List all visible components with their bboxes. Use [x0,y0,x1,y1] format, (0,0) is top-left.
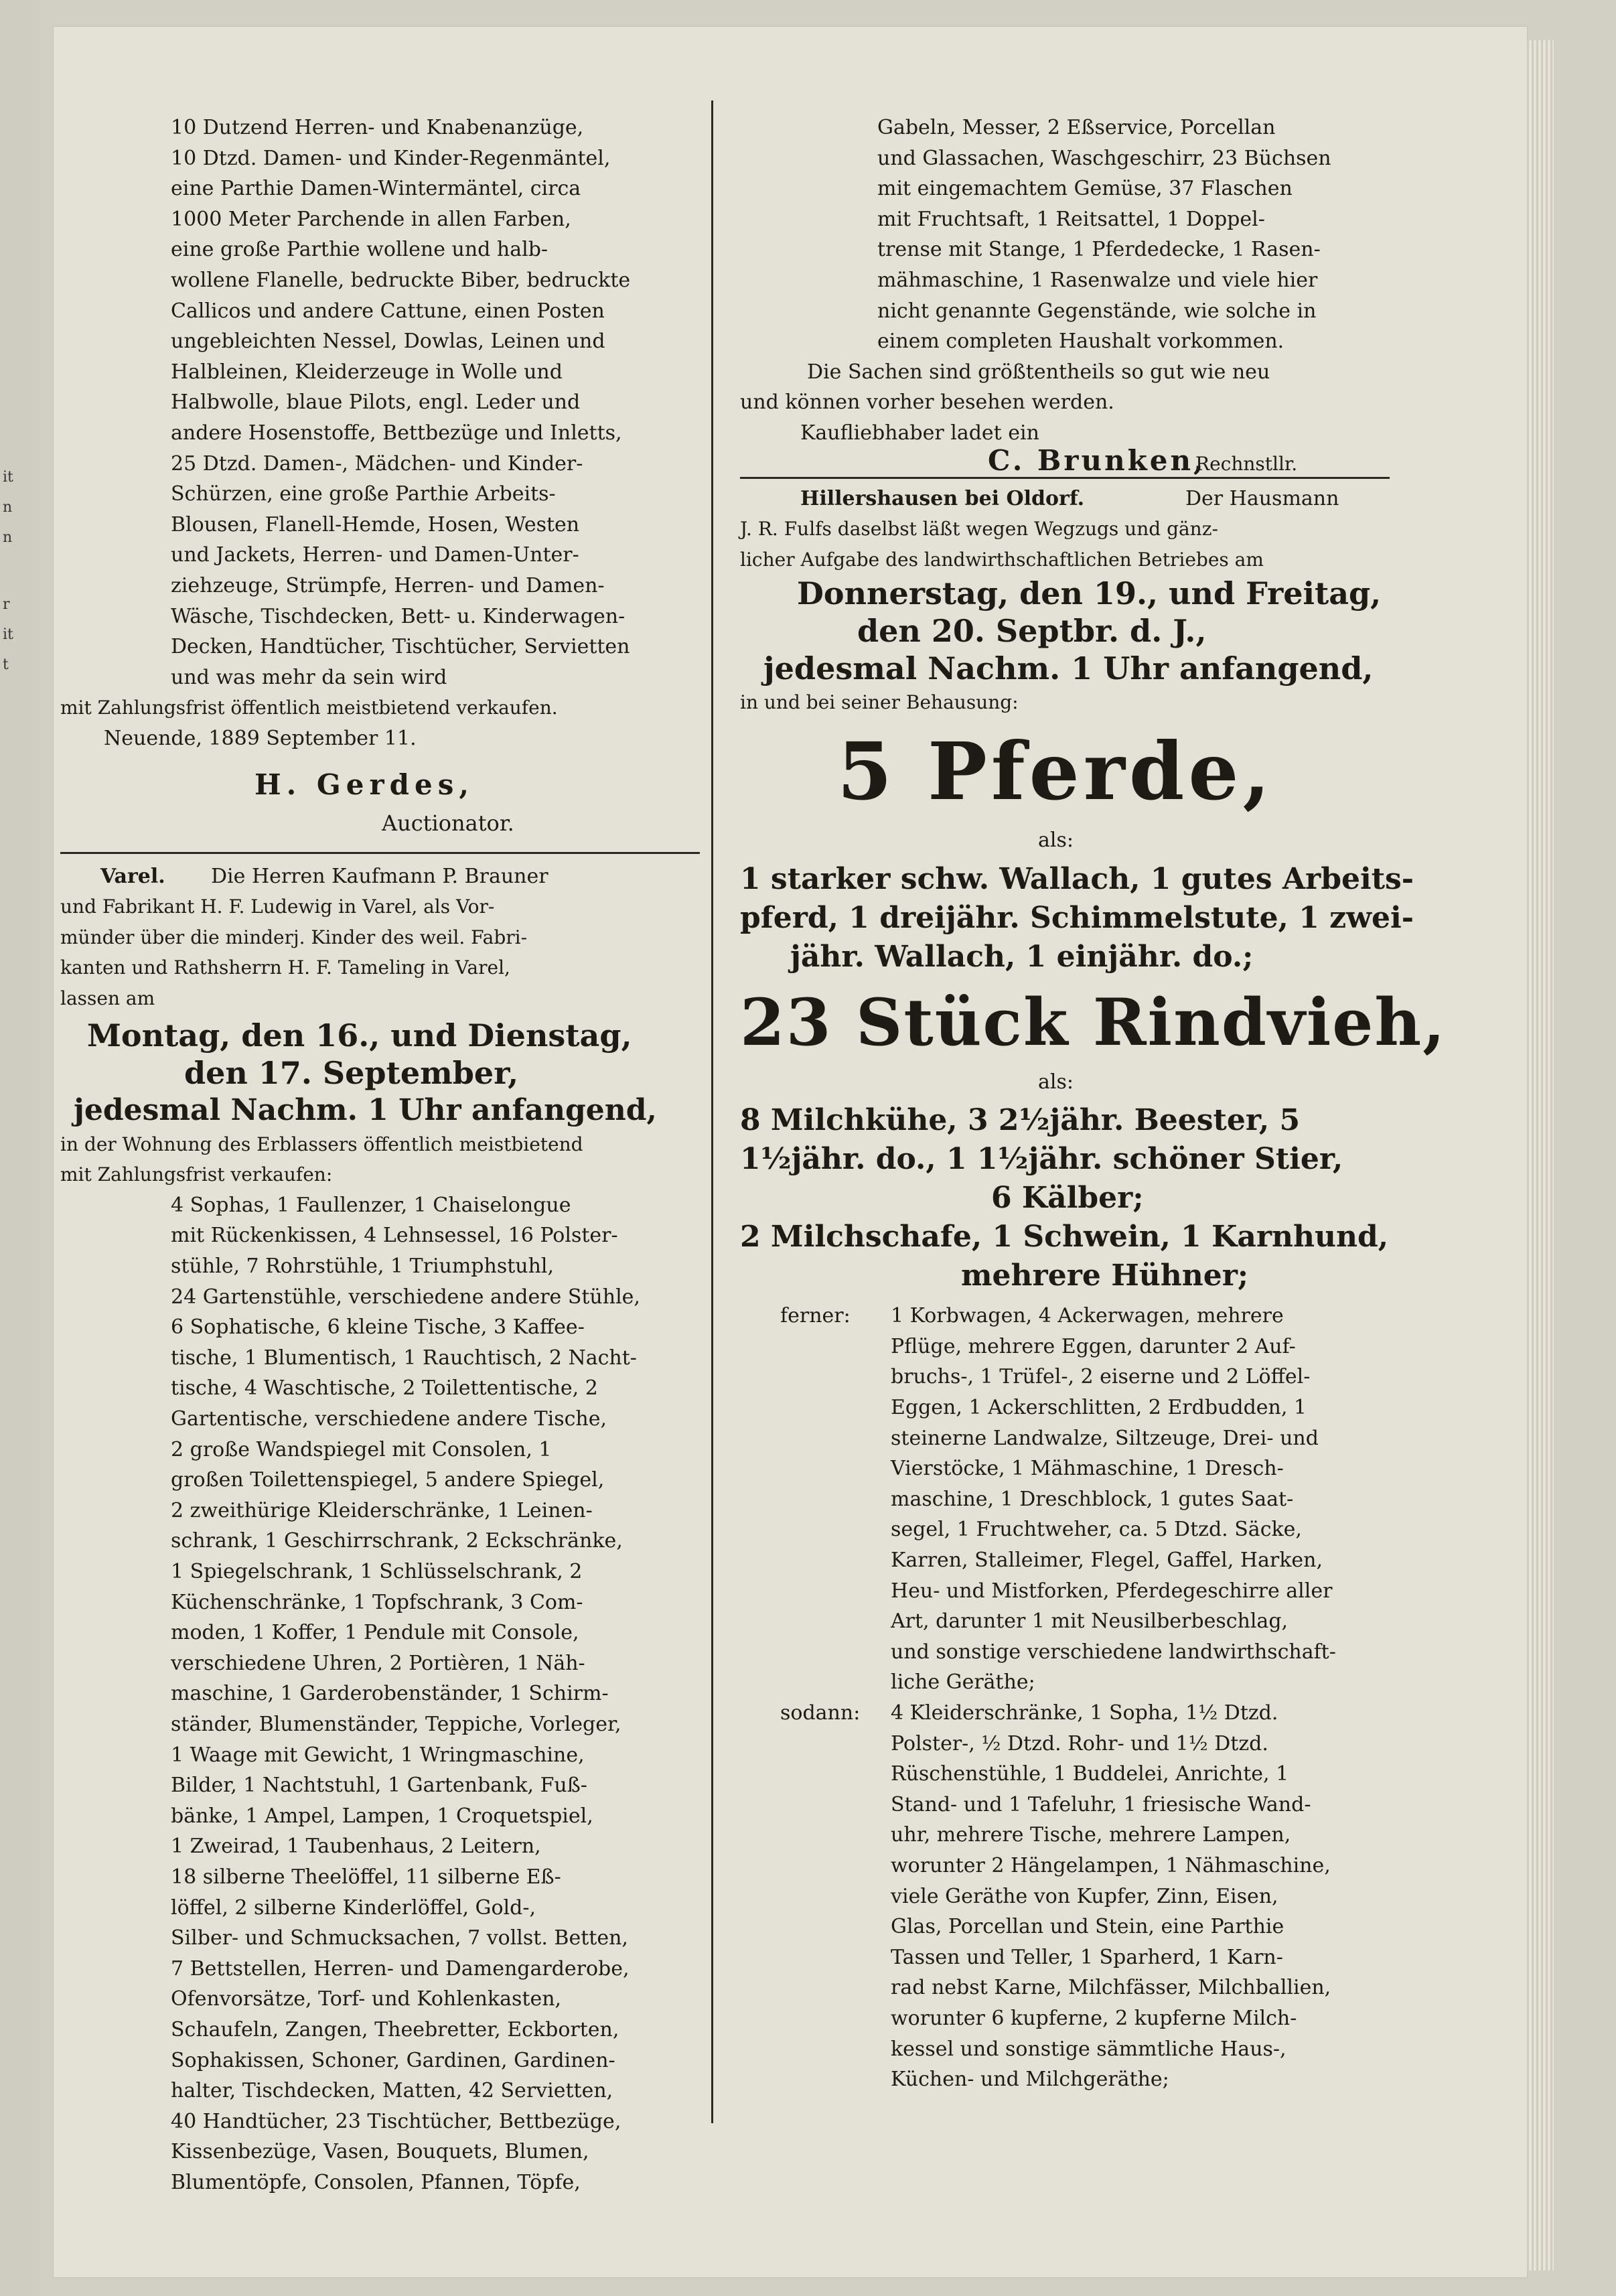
text-line: worunter 2 Hängelampen, 1 Nähmaschine, [891,1854,1331,1877]
text-line: münder über die minderj. Kinder des weil. Fabri- [60,926,528,948]
margin-fragment: n [3,499,13,516]
text-line: J. R. Fulfs daselbst läßt wegen Wegzugs und gänz- [740,518,1218,541]
text-line: lassen am [60,987,155,1009]
text-line: Gabeln, Messer, 2 Eßservice, Porcellan [877,116,1276,139]
text-line: bänke, 1 Ampel, Lampen, 1 Croquetspiel, [171,1804,593,1828]
margin-fragment: r [3,596,10,613]
text-line: 24 Gartenstühle, verschiedene andere Stühle, [171,1285,640,1309]
text-line: Glas, Porcellan und Stein, eine Parthie [891,1915,1284,1939]
text-line: Ofenvorsätze, Torf- und Kohlenkasten, [171,1987,562,2011]
text-line: segel, 1 Fruchtweher, ca. 5 Dtzd. Säcke, [891,1518,1302,1542]
text-line: mit Fruchtsaft, 1 Reitsattel, 1 Doppel- [877,207,1265,231]
text-line: 6 Sophatische, 6 kleine Tische, 3 Kaffee- [171,1315,585,1340]
text-line: steinerne Landwalze, Siltzeuge, Drei- und [891,1426,1319,1450]
text-line: Halbleinen, Kleiderzeuge in Wolle und [171,360,563,384]
text-line: 10 Dtzd. Damen- und Kinder-Regenmäntel, [171,146,611,170]
margin-fragment: it [3,469,13,486]
text-line: und Fabrikant H. F. Ludewig in Varel, als Vor- [60,895,495,918]
text-line: 6 Kälber; [991,1181,1144,1216]
text-line: Eggen, 1 Ackerschlitten, 2 Erdbudden, 1 [891,1396,1307,1419]
text-line: und können vorher besehen werden. [740,390,1114,415]
text-line: in und bei seiner Behausung: [740,691,1019,714]
text-line: Halbwolle, blaue Pilots, engl. Leder und [171,390,581,415]
text-line: mit Zahlungsfrist öffentlich meistbietend verkaufen. [60,697,558,719]
text-line: Callicos und andere Cattune, einen Posten [171,299,605,323]
text-line: Decken, Handtücher, Tischtücher, Servietten [171,635,630,659]
text-line: 1 Waage mit Gewicht, 1 Wringmaschine, [171,1743,585,1767]
text-line: tische, 1 Blumentisch, 1 Rauchtisch, 2 Nacht- [171,1346,637,1370]
text-line: 1 Zweirad, 1 Taubenhaus, 2 Leitern, [171,1835,541,1859]
text-line: als: [1038,1070,1074,1094]
text-line: mit Rückenkissen, 4 Lehnsessel, 16 Polster- [171,1224,618,1248]
text-line: Vierstöcke, 1 Mähmaschine, 1 Dresch- [891,1457,1284,1481]
text-line: Schürzen, eine große Parthie Arbeits- [171,482,556,506]
text-line: 1 starker schw. Wallach, 1 gutes Arbeits- [740,861,1414,896]
margin-fragment: n [3,529,13,546]
text-line: Kissenbezüge, Vasen, Bouquets, Blumen, [171,2140,589,2164]
text-line: und was mehr da sein wird [171,665,447,689]
text-line: 2 große Wandspiegel mit Consolen, 1 [171,1437,552,1461]
auction-date: Montag, den 16., und Dienstag, [87,1017,632,1054]
text-line: 8 Milchkühe, 3 2½jähr. Beester, 5 [740,1103,1301,1138]
headline-cattle: 23 Stück Rindvieh, [740,984,1447,1060]
text-line: 7 Bettstellen, Herren- und Damengarderobe, [171,1956,630,1981]
text-line: in der Wohnung des Erblassers öffentlich meistbietend [60,1133,583,1155]
text-line: stühle, 7 Rohrstühle, 1 Triumphstuhl, [171,1254,555,1278]
text-line: kessel und sonstige sämmtliche Haus-, [891,2037,1287,2061]
auction-date: den 20. Septbr. d. J., [857,613,1207,650]
appraiser-title: Rechnstllr. [1195,452,1298,475]
text-line: Schaufeln, Zangen, Theebretter, Eckborten, [171,2018,619,2041]
text-line: Heu- und Mistforken, Pferdegeschirre aller [891,1579,1333,1603]
text-line: Stand- und 1 Tafeluhr, 1 friesische Wand- [891,1792,1311,1816]
text-line: Die Sachen sind größtentheils so gut wie neu [807,360,1270,384]
page-stack-edge [1527,40,1554,2271]
text-line: trense mit Stange, 1 Pferdedecke, 1 Rasen- [877,238,1321,262]
text-line: Polster-, ½ Dtzd. Rohr- und 1½ Dtzd. [891,1731,1268,1755]
text-line: Sophakissen, Schoner, Gardinen, Gardinen- [171,2048,615,2072]
text-line: ziehzeuge, Strümpfe, Herren- und Damen- [171,574,605,597]
text-line: kanten und Rathsherrn H. F. Tameling in Varel, [60,956,510,979]
text-line: pferd, 1 dreijähr. Schimmelstute, 1 zwei- [740,900,1414,935]
text-line: Die Herren Kaufmann P. Brauner [211,864,548,888]
text-line: tische, 4 Waschtische, 2 Toilettentische, 2 [171,1376,598,1401]
text-line: 1 Spiegelschrank, 1 Schlüsselschrank, 2 [171,1560,583,1583]
text-line: 40 Handtücher, 23 Tischtücher, Bettbezüge, [171,2109,621,2133]
text-line: Gartentische, verschiedene andere Tische, [171,1407,607,1431]
text-line: licher Aufgabe des landwirthschaftlichen Betriebes am [740,548,1264,571]
list-label: sodann: [780,1701,861,1725]
text-line: als: [1038,829,1074,852]
margin-fragment: it [3,626,13,643]
auction-date: Donnerstag, den 19., und Freitag, [797,575,1382,612]
text-line: Rüschenstühle, 1 Buddelei, Anrichte, 1 [891,1762,1289,1786]
text-line: bruchs-, 1 Trüfel-, 2 eiserne und 2 Löffel- [891,1365,1311,1389]
text-line: 1½jähr. do., 1 1½jähr. schöner Stier, [740,1142,1343,1177]
text-line: eine große Parthie wollene und halb- [171,238,548,262]
text-line: löffel, 2 silberne Kinderlöffel, Gold-, [171,1895,536,1920]
text-line: Bilder, 1 Nachtstuhl, 1 Gartenbank, Fuß- [171,1774,587,1798]
place-heading: Hillershausen bei Oldorf. [800,486,1085,510]
text-line: worunter 6 kupferne, 2 kupferne Milch- [891,2007,1297,2030]
text-line: und sonstige verschiedene landwirthschaft- [891,1640,1336,1664]
text-line: moden, 1 Koffer, 1 Pendule mit Console, [171,1621,579,1645]
text-line: Pflüge, mehrere Eggen, darunter 2 Auf- [891,1334,1296,1358]
text-line: einem completen Haushalt vorkommen. [877,330,1284,354]
auction-date: jedesmal Nachm. 1 Uhr anfangend, [74,1092,657,1127]
text-line: verschiedene Uhren, 2 Portièren, 1 Näh- [171,1651,585,1675]
text-line: 1 Korbwagen, 4 Ackerwagen, mehrere [891,1304,1284,1328]
text-line: Der Hausmann [1185,486,1339,510]
text-line: 4 Sophas, 1 Faullenzer, 1 Chaiselongue [171,1193,571,1217]
text-line: halter, Tischdecken, Matten, 42 Servietten, [171,2079,613,2103]
margin-fragment: t [3,656,9,673]
text-line: 25 Dtzd. Damen-, Mädchen- und Kinder- [171,451,583,476]
text-line: Tassen und Teller, 1 Sparherd, 1 Karn- [891,1945,1283,1969]
auction-date: den 17. September, [184,1054,519,1091]
text-line: mit Zahlungsfrist verkaufen: [60,1163,333,1186]
text-line: rad nebst Karne, Milchfässer, Milchballien, [891,1976,1331,2000]
headline-horses: 5 Pferde, [837,725,1274,818]
text-line: Wäsche, Tischdecken, Bett- u. Kinderwagen- [171,604,626,628]
text-line: eine Parthie Damen-Wintermäntel, circa [171,177,581,201]
text-line: Karren, Stalleimer, Flegel, Gaffel, Harken, [891,1549,1323,1572]
text-line: ständer, Blumenständer, Teppiche, Vorleger, [171,1713,621,1736]
text-line: wollene Flanelle, bedruckte Biber, bedruckte [171,269,631,292]
text-line: ungebleichten Nessel, Dowlas, Leinen und [171,330,605,354]
text-line: andere Hosenstoffe, Bettbezüge und Inletts, [171,421,622,445]
auction-date: jedesmal Nachm. 1 Uhr anfangend, [763,650,1374,687]
text-line: 4 Kleiderschränke, 1 Sopha, 1½ Dtzd. [891,1701,1278,1725]
text-line: uhr, mehrere Tische, mehrere Lampen, [891,1823,1291,1847]
text-line: Silber- und Schmucksachen, 7 vollst. Betten, [171,1926,628,1950]
text-line: jähr. Wallach, 1 einjähr. do.; [790,939,1254,974]
text-line: mähmaschine, 1 Rasenwalze und viele hier [877,269,1318,292]
adjacent-page-margin [0,0,40,2296]
text-line: schrank, 1 Geschirrschrank, 2 Eckschränke, [171,1529,623,1553]
section-rule [740,477,1390,479]
text-line: mit eingemachtem Gemüse, 37 Flaschen [877,177,1293,201]
text-line: 18 silberne Theelöffel, 11 silberne Eß- [171,1865,561,1889]
column-rule [711,100,713,2123]
text-line: 1000 Meter Parchende in allen Farben, [171,207,571,231]
text-line: maschine, 1 Dreschblock, 1 gutes Saat- [891,1487,1294,1511]
text-line: nicht genannte Gegenstände, wie solche in [877,299,1317,323]
text-line: und Jackets, Herren- und Damen-Unter- [171,543,579,567]
text-line: Neuende, 1889 September 11. [104,727,417,750]
text-line: liche Geräthe; [891,1670,1035,1695]
text-line: Kaufliebhaber ladet ein [800,421,1039,445]
text-line: 2 zweithürige Kleiderschränke, 1 Leinen- [171,1498,593,1522]
text-line: Art, darunter 1 mit Neusilberbeschlag, [891,1609,1289,1634]
text-line: großen Toilettenspiegel, 5 andere Spiegel, [171,1468,605,1492]
auctioneer-title: Auctionator. [382,810,514,836]
list-label: ferner: [780,1304,851,1328]
text-line: mehrere Hühner; [961,1259,1249,1293]
text-line: 2 Milchschafe, 1 Schwein, 1 Karnhund, [740,1220,1389,1254]
text-line: Küchen- und Milchgeräthe; [891,2068,1169,2092]
text-line: viele Geräthe von Kupfer, Zinn, Eisen, [891,1884,1278,1908]
auctioneer-name: H. Gerdes, [254,768,475,801]
place-heading: Varel. [100,864,165,888]
text-line: Blousen, Flanell-Hemde, Hosen, Westen [171,512,580,536]
section-rule [60,852,700,854]
text-line: Küchenschränke, 1 Topfschrank, 3 Com- [171,1590,583,1614]
text-line: maschine, 1 Garderobenständer, 1 Schirm- [171,1682,609,1706]
text-line: und Glassachen, Waschgeschirr, 23 Büchsen [877,146,1331,170]
text-line: 10 Dutzend Herren- und Knabenanzüge, [171,116,584,139]
appraiser-name: C. Brunken, [988,443,1206,477]
text-line: Blumentöpfe, Consolen, Pfannen, Töpfe, [171,2171,581,2194]
